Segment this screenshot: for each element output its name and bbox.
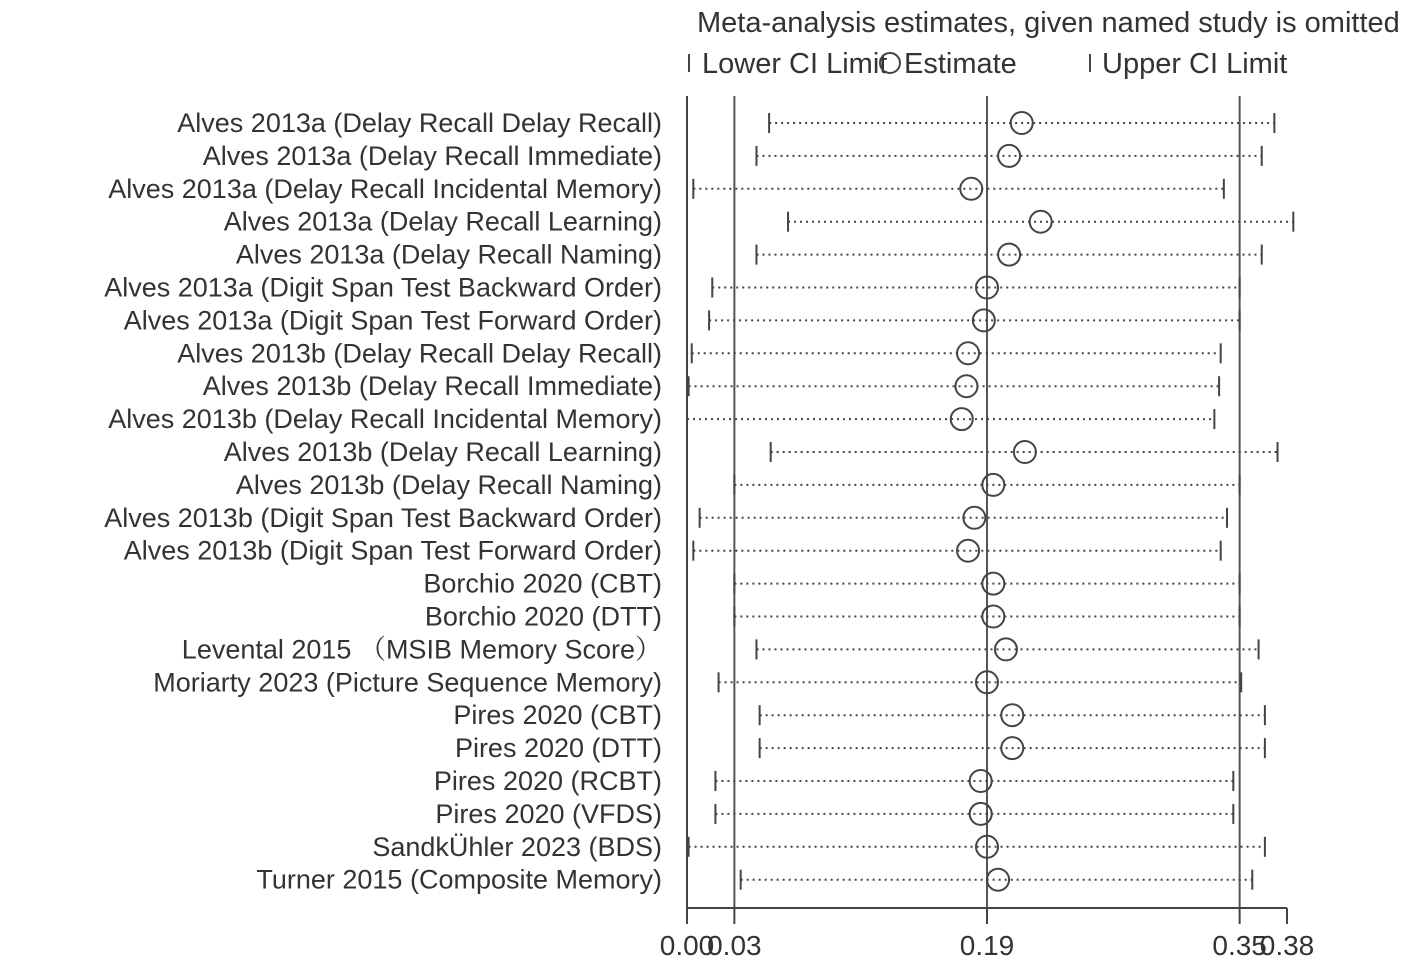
- study-label: Alves 2013a (Digit Span Test Backward Order): [104, 272, 662, 303]
- study-row: [203, 371, 1219, 401]
- study-label: Alves 2013a (Delay Recall Incidental Memory): [108, 173, 662, 204]
- study-row: [453, 700, 1264, 730]
- study-row: [108, 404, 1214, 434]
- reference-lines: [734, 96, 1239, 908]
- study-label: Levental 2015 （MSIB Memory Score）: [181, 634, 662, 665]
- study-row: [108, 174, 1224, 204]
- x-tick-label: 0.19: [959, 930, 1015, 961]
- study-row: [224, 207, 1294, 237]
- study-label: Turner 2015 (Composite Memory): [256, 864, 662, 895]
- legend: [689, 48, 1287, 80]
- study-row: [256, 865, 1252, 895]
- study-label: Alves 2013b (Delay Recall Immediate): [202, 371, 662, 402]
- study-label: Borchio 2020 (DTT): [424, 601, 662, 632]
- x-tick-label: 0.03: [707, 930, 762, 961]
- study-row: [182, 634, 1259, 664]
- study-label: Alves 2013a (Delay Recall Immediate): [202, 140, 662, 171]
- study-row: [104, 503, 1227, 533]
- study-label: Alves 2013a (Delay Recall Naming): [235, 239, 662, 270]
- study-row: [203, 141, 1262, 171]
- legend-estimate-label: Estimate: [904, 48, 1017, 80]
- study-label: SandkÜhler 2023 (BDS): [372, 831, 662, 862]
- study-label: Alves 2013a (Delay Recall Delay Recall): [177, 108, 662, 138]
- study-row: [423, 569, 1239, 599]
- study-label: Pires 2020 (VFDS): [435, 798, 662, 829]
- study-label: Alves 2013b (Delay Recall Incidental Memory): [108, 404, 662, 435]
- study-row: [372, 832, 1265, 862]
- study-label: Alves 2013b (Digit Span Test Forward Order): [123, 535, 662, 566]
- legend-upper-label: Upper CI Limit: [1102, 48, 1288, 80]
- x-tick-label: 0.00: [659, 930, 715, 961]
- study-label: Alves 2013b (Delay Recall Naming): [235, 469, 662, 500]
- study-label: Alves 2013b (Delay Recall Learning): [223, 437, 662, 467]
- study-label: Alves 2013a (Digit Span Test Forward Order): [123, 305, 662, 336]
- chart-title: Meta-analysis estimates, given named study is omitted: [697, 7, 1400, 39]
- study-row: [455, 733, 1265, 763]
- study-label: Pires 2020 (DTT): [454, 733, 662, 764]
- study-label: Alves 2013b (Digit Span Test Backward Order): [104, 502, 662, 533]
- study-label: Borchio 2020 (CBT): [423, 568, 662, 599]
- study-row: [104, 273, 1239, 303]
- study-row: [153, 667, 1241, 697]
- study-label: Pires 2020 (CBT): [453, 700, 662, 731]
- study-row: [177, 338, 1220, 368]
- study-rows: [104, 108, 1293, 895]
- study-row: [434, 766, 1233, 796]
- study-label: Pires 2020 (RCBT): [433, 766, 662, 796]
- legend-lower-label: Lower CI Limit: [702, 48, 888, 80]
- x-tick-label: 0.38: [1259, 930, 1315, 961]
- study-row: [224, 437, 1278, 467]
- x-tick-label: 0.35: [1212, 930, 1267, 961]
- study-row: [435, 799, 1233, 829]
- study-label: Moriarty 2023 (Picture Sequence Memory): [153, 667, 662, 698]
- study-row: [177, 108, 1274, 138]
- study-label: Alves 2013a (Delay Recall Learning): [223, 206, 662, 237]
- study-label: Alves 2013b (Delay Recall Delay Recall): [177, 338, 662, 369]
- study-row: [236, 240, 1262, 270]
- study-row: [236, 470, 1240, 500]
- study-row: [124, 305, 1240, 335]
- study-row: [425, 602, 1240, 632]
- study-row: [124, 536, 1221, 566]
